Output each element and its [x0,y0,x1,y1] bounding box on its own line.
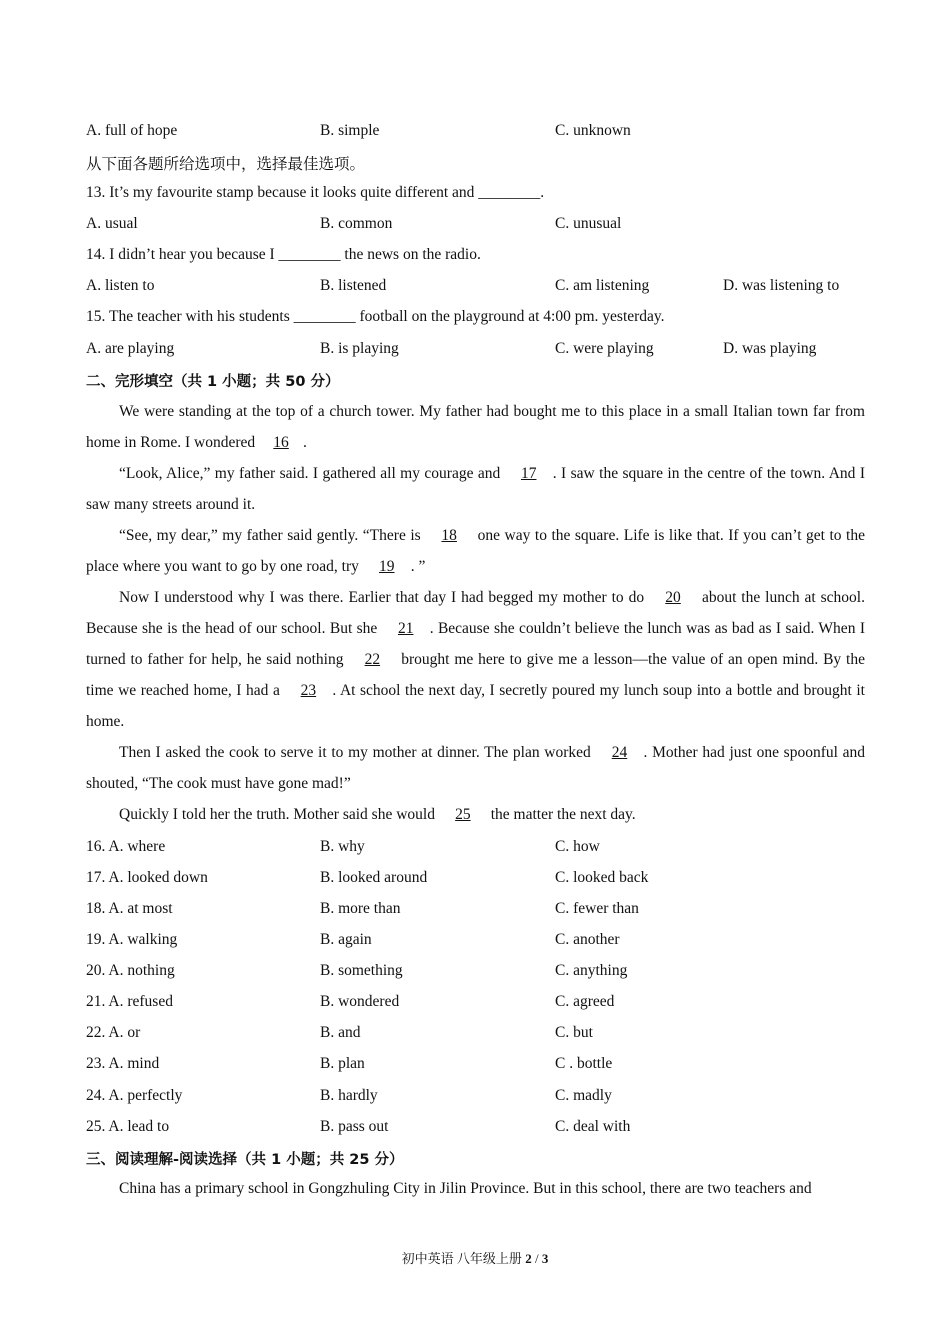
cloze-paragraph-4: Now I understood why I was there. Earlier that day I had begged my mother to do 20 about the lunch at school. Because she is the head of our school. But she 21 . Because she couldn’t believe the lunch was as bad as I said. When I turned to father for help, he said nothing 22 brought me here to give me a lesson—the value of an open mind. By the time we reached home, I had a 23 . At school the next day, I secretly poured my lunch soup into a bottle and brought it home. [86,582,865,737]
option-d: D. was listening to [723,277,840,294]
question-14-stem: 14. I didn’t hear you because I ________ the news on the radio. [86,246,481,263]
option-a: A. listen to [86,277,155,294]
option-c: C. were playing [555,340,654,357]
blank-22: 22 [364,651,381,668]
blank-16: 16 [273,434,289,451]
option-d: D. was playing [723,340,817,357]
section-2-heading: 二、完形填空（共 1 小题；共 50 分） [86,374,340,390]
option-c: C. unknown [555,122,631,139]
cloze-paragraph-6: Quickly I told her the truth. Mother said she would 25 the matter the next day. [86,799,865,830]
page-number: 2 [525,1251,532,1266]
section-3-heading: 三、阅读理解-阅读选择（共 1 小题；共 25 分） [86,1152,404,1168]
cloze-paragraph-5: Then I asked the cook to serve it to my mother at dinner. The plan worked 24 . Mother had just one spoonful and shouted, “The cook must have gone mad!” [86,737,865,799]
option-a: A. usual [86,215,138,232]
option-c: C. unusual [555,215,622,232]
option-b: B. is playing [320,340,399,357]
option-a: A. are playing [86,340,175,357]
option-b: B. listened [320,277,387,294]
cloze-paragraph-3: “See, my dear,” my father said gently. “There is 18 one way to the square. Life is like that. If you can’t get to the place where you want to go by one road, try 19 . ” [86,520,865,582]
blank-24: 24 [611,744,628,761]
blank-20: 20 [665,589,681,606]
option-b: B. simple [320,122,380,139]
blank-25: 25 [455,806,471,823]
blank-23: 23 [300,682,317,699]
cloze-paragraph-1: We were standing at the top of a church tower. My father had bought me to this place in a small Italian town far from home in Rome. I wondered 16 . [86,396,865,458]
question-13-stem: 13. It’s my favourite stamp because it looks quite different and ________. [86,184,545,201]
option-b: B. common [320,215,393,232]
blank-21: 21 [397,620,414,637]
blank-17: 17 [520,465,537,482]
option-c: C. am listening [555,277,650,294]
blank-18: 18 [441,527,457,544]
option-a: A. full of hope [86,122,178,139]
cloze-paragraph-2: “Look, Alice,” my father said. I gathered all my courage and 17 . I saw the square in the centre of the town. And I saw many streets around it. [86,458,865,520]
instruction: 从下面各题所给选项中，选择最佳选项。 [86,156,366,173]
footer-text: 初中英语 八年级上册 [401,1251,526,1266]
page-footer: 初中英语 八年级上册 2 / 3 [401,1251,549,1266]
reading-paragraph-1: China has a primary school in Gongzhuling City in Jilin Province. But in this school, there are two teachers and [119,1180,812,1197]
page-total: 3 [541,1251,549,1266]
question-15-stem: 15. The teacher with his students ________ football on the playground at 4:00 pm. yesterday. [86,308,665,325]
blank-19: 19 [379,558,395,575]
